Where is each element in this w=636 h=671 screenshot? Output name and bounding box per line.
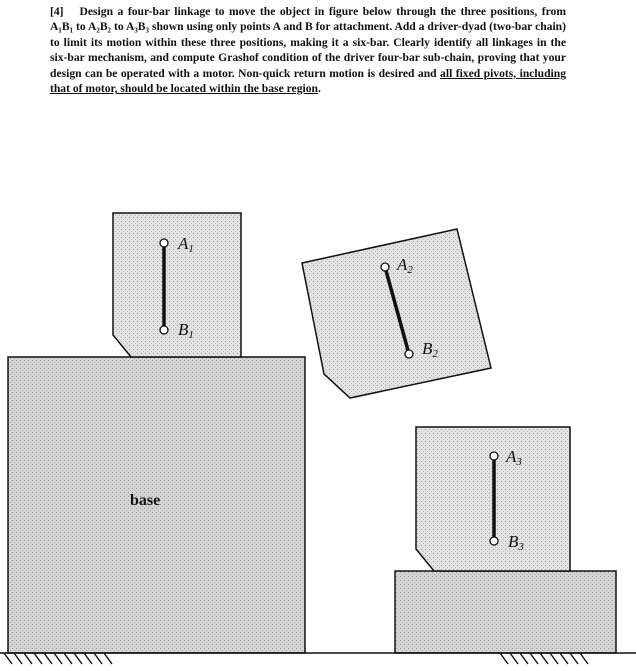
object-position-3 [416, 427, 570, 571]
point-a1 [160, 239, 168, 247]
label-b1: B1 [178, 320, 194, 341]
problem-text: Design a four-bar linkage to move the object in figure below through the three positions, from A₁B₁ to A₂B₂ to A₃B₃ shown using only points A and B for attachment. Add a driver-dyad (two-bar chain) to limit its motion within these three positions, making it a six-bar. Clearly identify all linkages in the six-bar mechanism, and compute Grashof condition of the driver four-bar sub-chain, proving that your design can be operated with a motor. Non-quick return motion is desired and [50, 5, 566, 80]
support-block [395, 571, 616, 653]
point-a3 [490, 452, 498, 460]
point-b3 [490, 537, 498, 545]
ground-hatch-right [500, 653, 588, 664]
object-position-2 [302, 229, 491, 398]
ground-hatch-left [4, 653, 112, 664]
point-b2 [405, 350, 413, 358]
label-a2: A2 [397, 255, 413, 276]
problem-text-end: . [317, 82, 321, 96]
object-body-1 [113, 213, 241, 357]
problem-underlined-text: all fixed pivots, including that of motor, should be located within the base region [50, 66, 566, 96]
base-label: base [130, 492, 161, 509]
point-a2 [381, 263, 389, 271]
problem-number: [4] [50, 5, 64, 18]
label-b3: B3 [508, 532, 524, 553]
label-b2: B2 [422, 339, 438, 360]
object-position-1 [113, 213, 241, 357]
label-a3: A3 [506, 447, 522, 468]
point-b1 [160, 326, 168, 334]
label-a1: A1 [178, 234, 194, 255]
